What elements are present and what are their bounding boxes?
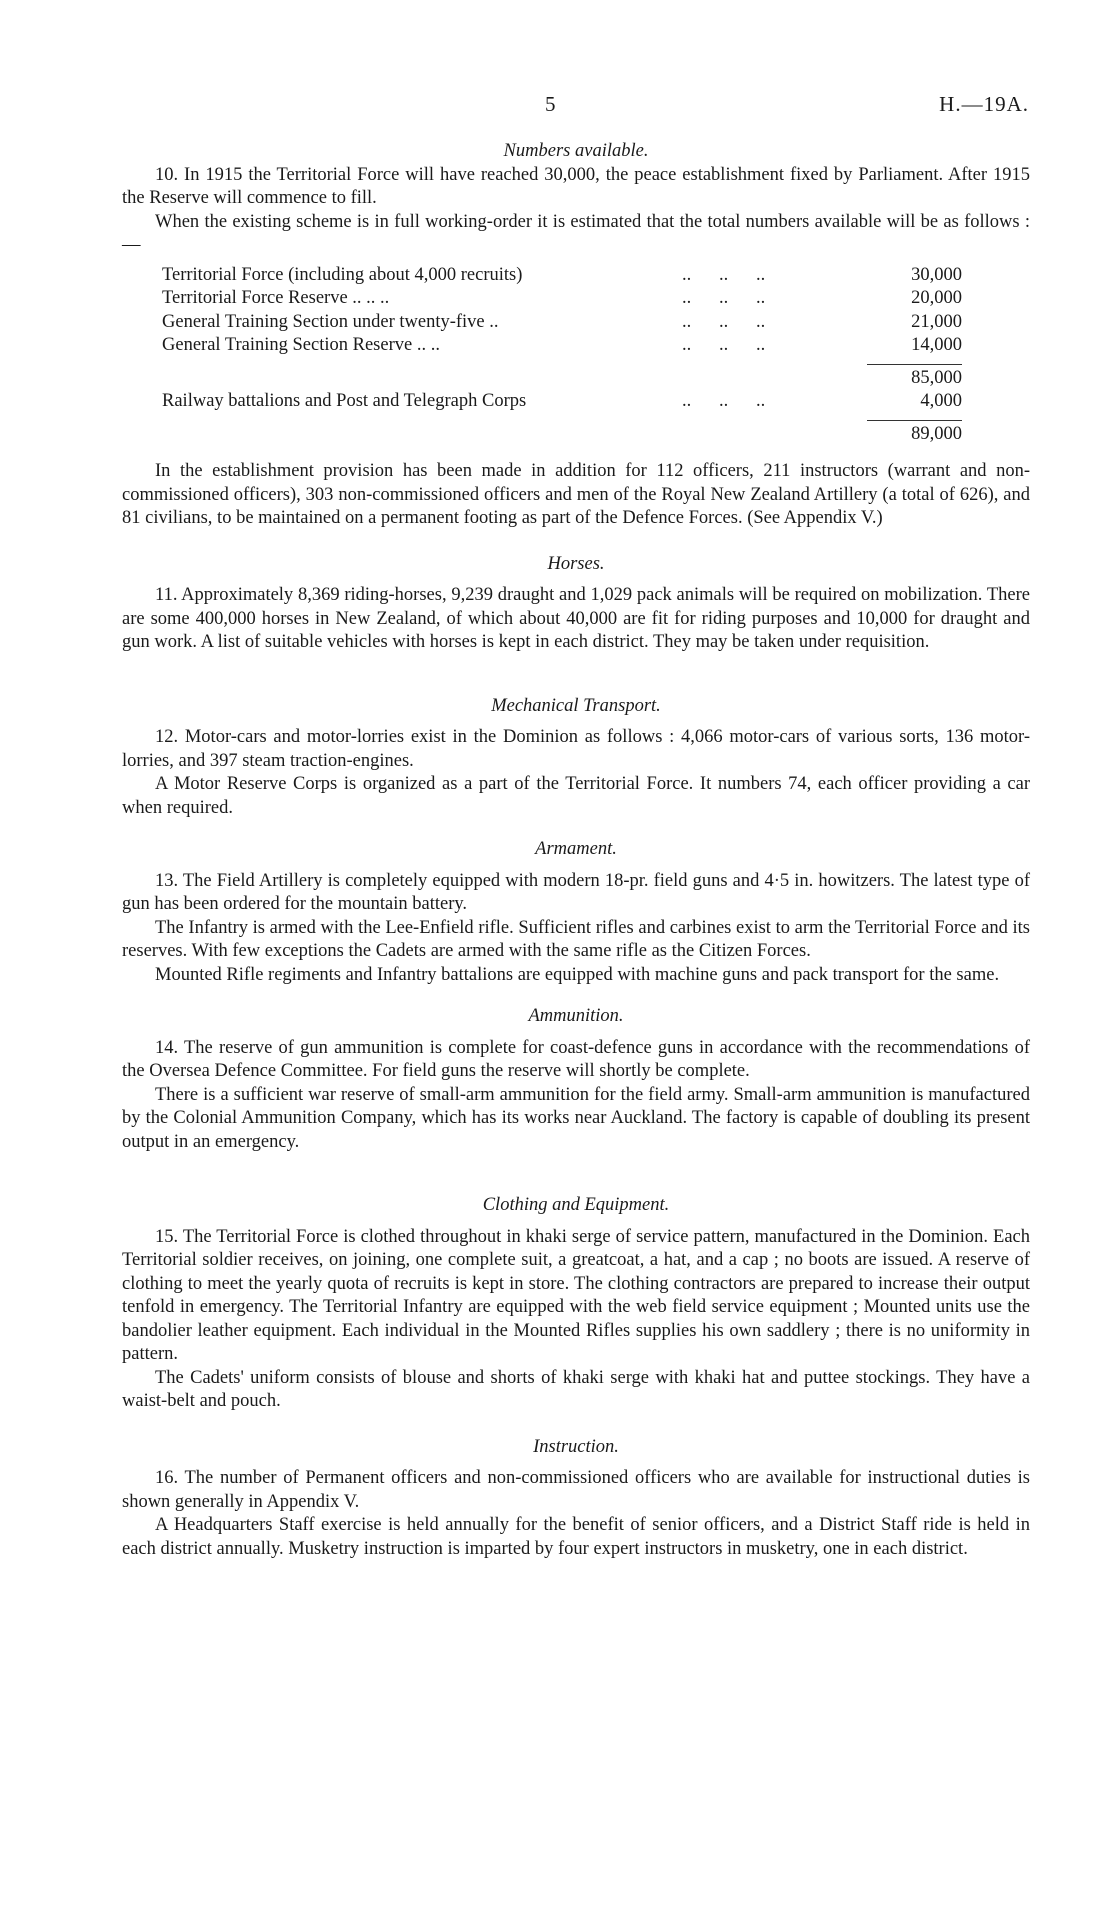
paragraph-13: 13. The Field Artillery is completely equipped with modern 18-pr. field guns and 4·5 in. howitzers. The latest type of gun has been ordered for the mountain battery. [122, 870, 1030, 914]
row-leader: .. .. .. [682, 288, 766, 308]
table-row [162, 311, 962, 335]
table-row [162, 287, 962, 311]
paragraph-14: 14. The reserve of gun ammunition is complete for coast-defence guns in accordance with the recommendations of the Oversea Defence Committee. For field guns the reserve will shortly be complete. [122, 1037, 1030, 1081]
subtotal-row [162, 367, 962, 391]
paragraph-16: 16. The number of Permanent officers and non-commissioned officers who are available for instructional duties is shown generally in Appendix V. [122, 1468, 1030, 1512]
row-label: General Training Section Reserve .. .. [162, 335, 440, 355]
paragraph-13-infantry: The Infantry is armed with the Lee-Enfield rifle. Sufficient rifles and carbines exist to arm the Territorial Force and its reserves. With few exceptions the Cadets are armed with the same rifle as the Citizen Forces. [122, 917, 1030, 961]
numbers-table [162, 264, 962, 447]
row-label: General Training Section under twenty-five .. [162, 311, 499, 332]
page-content [122, 140, 1030, 1561]
total-row [162, 423, 962, 447]
paragraph-13-mounted: Mounted Rifle regiments and Infantry battalions are equipped with machine guns and pack transport for the same. [155, 964, 1000, 985]
paragraph-11: 11. Approximately 8,369 riding-horses, 9,239 draught and 1,029 pack animals will be required on mobilization. There are some 400,000 horses in New Zealand, of which about 40,000 are fit for riding purposes and 10,000 for draught and gun work. A list of suitable vehicles with horses is kept in each district. They may be taken under requisition. [122, 585, 1030, 652]
total-rule [867, 420, 962, 421]
subtotal-spacer [162, 367, 682, 391]
section-heading-instruction: Instruction. [533, 1436, 619, 1457]
table-row [162, 334, 962, 358]
document-reference: H.—19A. [939, 92, 1029, 116]
page-header [0, 92, 1114, 122]
row-value: 30,000 [911, 264, 962, 285]
row-label: Railway battalions and Post and Telegraph Corps [162, 391, 527, 411]
row-value: 14,000 [911, 335, 962, 355]
section-heading-mechanical-transport: Mechanical Transport. [491, 695, 661, 716]
paragraph-10-continued: When the existing scheme is in full working-order it is estimated that the total numbers available will be as follows :— [122, 211, 1030, 255]
row-leader: .. .. .. [682, 391, 766, 411]
section-heading-ammunition: Ammunition. [528, 1006, 624, 1026]
paragraph-15-cadets: The Cadets' uniform consists of blouse and shorts of khaki serge with khaki hat and puttee stockings. They have a waist-belt and pouch. [122, 1367, 1030, 1411]
row-leader: .. .. .. [682, 311, 766, 332]
paragraph-establishment: In the establishment provision has been made in addition for 112 officers, 211 instructors (warrant and non-commissioned officers), 303 non-commissioned officers and men of the Royal New Zealand Artillery (a total of 626), and 81 civilians, to be maintained on a permanent footing as part of the Defence Forces. (See Appendix V.) [122, 461, 1030, 528]
subtotal-rule [867, 364, 962, 365]
page-number: 5 [545, 92, 556, 116]
subtotal-spacer [682, 367, 882, 391]
row-label: Territorial Force (including about 4,000 recruits) [162, 264, 523, 285]
paragraph-15: 15. The Territorial Force is clothed throughout in khaki serge of service pattern, manufactured in the Dominion. Each Territorial soldier receives, on joining, one complete suit, a greatcoat, a hat, and a cap ; no boots are issued. A reserve of clothing to meet the yearly quota of recruits is kept in store. The clothing contractors are prepared to increase their output tenfold in emergency. The Territorial Infantry are equipped with the web field service equipment ; Mounted units use the bandolier leather equipment. Each individual in the Mounted Rifles supplies his own saddlery ; there is no uniformity in pattern. [122, 1226, 1030, 1364]
paragraph-12: 12. Motor-cars and motor-lorries exist in the Dominion as follows : 4,066 motor-cars of various sorts, 136 motor-lorries, and 397 steam traction-engines. [122, 727, 1030, 771]
paragraph-10: 10. In 1915 the Territorial Force will have reached 30,000, the peace establishment fixed by Parliament. After 1915 the Reserve will commence to fill. [122, 164, 1030, 208]
section-heading-numbers: Numbers available. [503, 141, 649, 161]
row-leader: .. .. .. [682, 335, 766, 355]
row-value: 4,000 [920, 391, 962, 411]
row-leader: .. .. .. [682, 264, 766, 285]
table-row [162, 264, 962, 288]
row-value: 21,000 [911, 311, 962, 332]
row-label: Territorial Force Reserve .. .. .. [162, 288, 390, 308]
total-spacer [162, 423, 682, 447]
section-heading-horses: Horses. [547, 553, 605, 574]
row-value: 20,000 [911, 288, 962, 308]
table-row [162, 390, 962, 414]
section-heading-armament: Armament. [535, 839, 617, 859]
paragraph-16-continued: A Headquarters Staff exercise is held annually for the benefit of senior officers, and a District Staff ride is held in each district annually. Musketry instruction is imparted by four expert instructors in musketry, one in each district. [122, 1515, 1030, 1559]
subtotal-value: 85,000 [911, 367, 962, 388]
total-value: 89,000 [911, 423, 962, 444]
paragraph-14-continued: There is a sufficient war reserve of small-arm ammunition for the field army. Small-arm ammunition is manufactured by the Colonial Ammunition Company, which has its works near Auckland. The factory is capable of doubling its present output in an emergency. [122, 1084, 1030, 1152]
total-spacer [682, 423, 882, 447]
paragraph-12-continued: A Motor Reserve Corps is organized as a part of the Territorial Force. It numbers 74, each officer providing a car when required. [122, 774, 1030, 818]
section-heading-clothing: Clothing and Equipment. [482, 1195, 670, 1215]
